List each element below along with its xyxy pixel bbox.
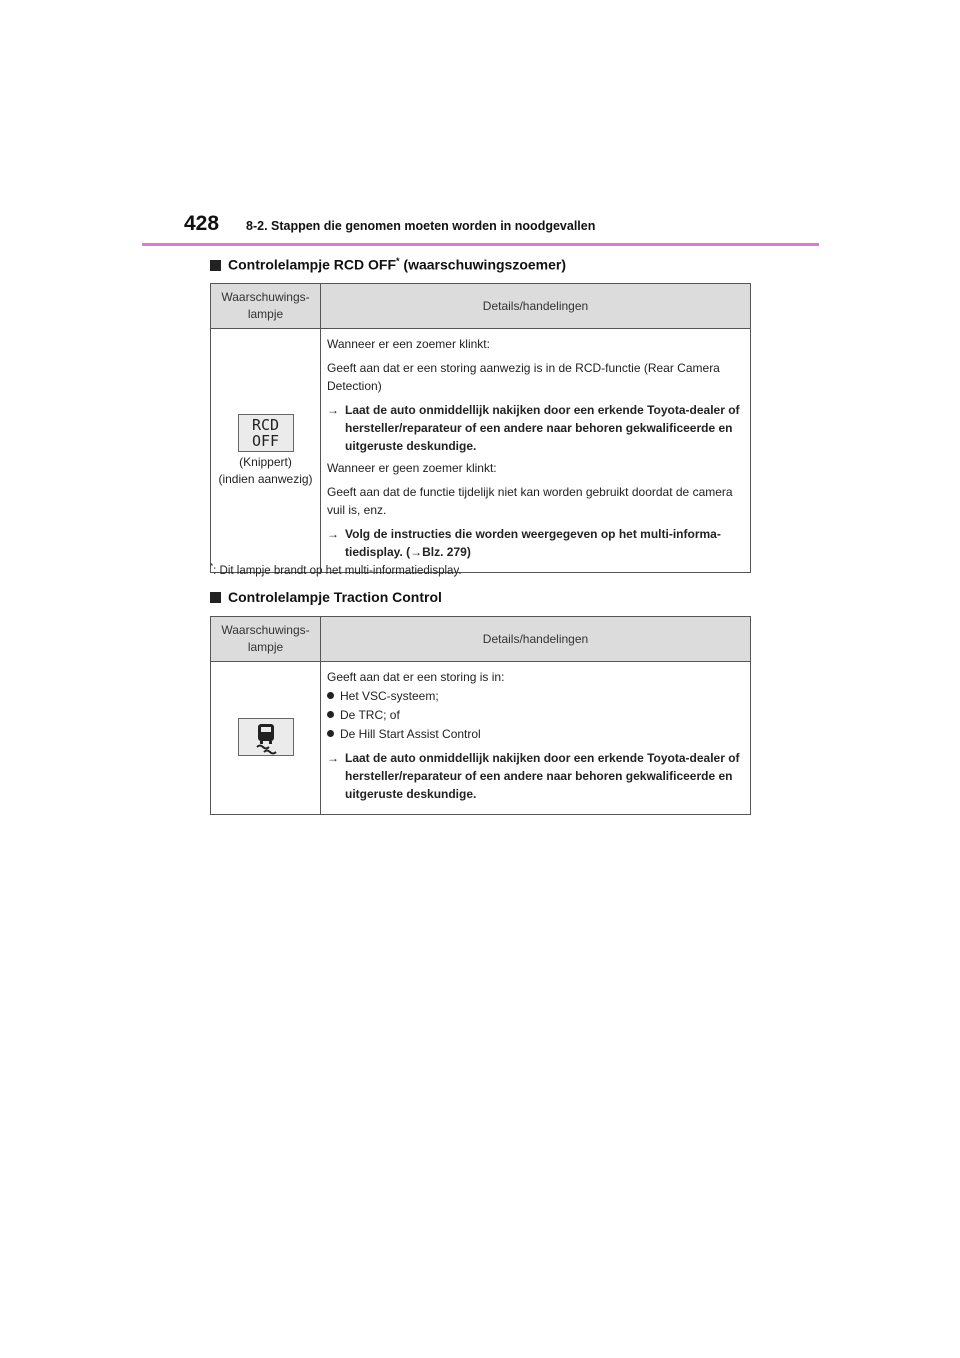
list-item: De Hill Start Assist Control xyxy=(327,725,744,743)
bullet-icon xyxy=(327,692,334,699)
header-divider xyxy=(142,243,819,246)
details-cell xyxy=(321,662,751,815)
action-item: → Laat de auto onmiddellijk nakijken door een erkende Toyota-dealer of hersteller/reparateur of een andere naar behoren gekwalificeerde en uitgeruste deskundige. xyxy=(327,751,740,801)
rcd-off-lamp-icon: RCD OFF xyxy=(238,414,294,452)
list-item: De TRC; of xyxy=(327,706,744,724)
list-item: Het VSC-systeem; xyxy=(327,687,744,705)
lamp-caption: (Knippert) (indien aanwezig) xyxy=(218,454,313,486)
details-text: Geeft aan dat de functie tijdelijk niet kan worden gebruikt doordat de camera vuil is, enz. xyxy=(327,485,733,517)
details-text: Geeft aan dat er een storing aanwezig is in de RCD-functie (Rear Camera Detection) xyxy=(327,361,720,393)
column-header-lamp: Waarschuwings- lampje xyxy=(211,284,321,329)
details-text: Wanneer er geen zoemer klinkt: xyxy=(327,461,497,475)
traction-control-table xyxy=(210,616,751,815)
action-item: → Laat de auto onmiddellijk nakijken door een erkende Toyota-dealer of hersteller/reparateur of een andere naar behoren gekwalificeerde en uitgeruste deskundige. xyxy=(327,403,740,453)
details-text: Geeft aan dat er een storing is in: xyxy=(327,670,505,684)
lamp-cell xyxy=(211,662,321,815)
bullet-icon xyxy=(327,730,334,737)
footnote: *: Dit lampje brandt op het multi-informatiedisplay. xyxy=(210,562,462,577)
arrow-icon: → xyxy=(327,527,339,541)
column-header-details: Details/handelingen xyxy=(321,284,751,329)
slip-indicator-icon xyxy=(238,718,294,756)
details-cell xyxy=(321,329,751,573)
section-square-icon xyxy=(210,592,221,603)
table-row xyxy=(211,662,751,815)
table-header-row xyxy=(211,284,751,329)
column-header-details: Details/handelingen xyxy=(321,617,751,662)
chapter-title: 8-2. Stappen die genomen moeten worden in noodgevallen xyxy=(246,219,596,233)
lamp-cell xyxy=(211,329,321,573)
details-text: Wanneer er een zoemer klinkt: xyxy=(327,337,490,351)
rcd-off-table xyxy=(210,283,751,573)
bullet-icon xyxy=(327,711,334,718)
column-header-lamp: Waarschuwings- lampje xyxy=(211,617,321,662)
table-header-row xyxy=(211,617,751,662)
action-item: → Volg de instructies die worden weergegeven op het multi-informa-tiedisplay. (→Blz. 279) xyxy=(327,527,721,559)
section-heading-rcd-off: Controlelampje RCD OFF* (waarschuwingszoemer) xyxy=(210,256,566,273)
arrow-icon: → xyxy=(327,751,339,765)
arrow-icon: → xyxy=(327,403,339,417)
page-number: 428 xyxy=(184,212,220,235)
section-square-icon xyxy=(210,260,221,271)
section-heading-traction-control: Controlelampje Traction Control xyxy=(210,589,442,605)
table-row xyxy=(211,329,751,573)
